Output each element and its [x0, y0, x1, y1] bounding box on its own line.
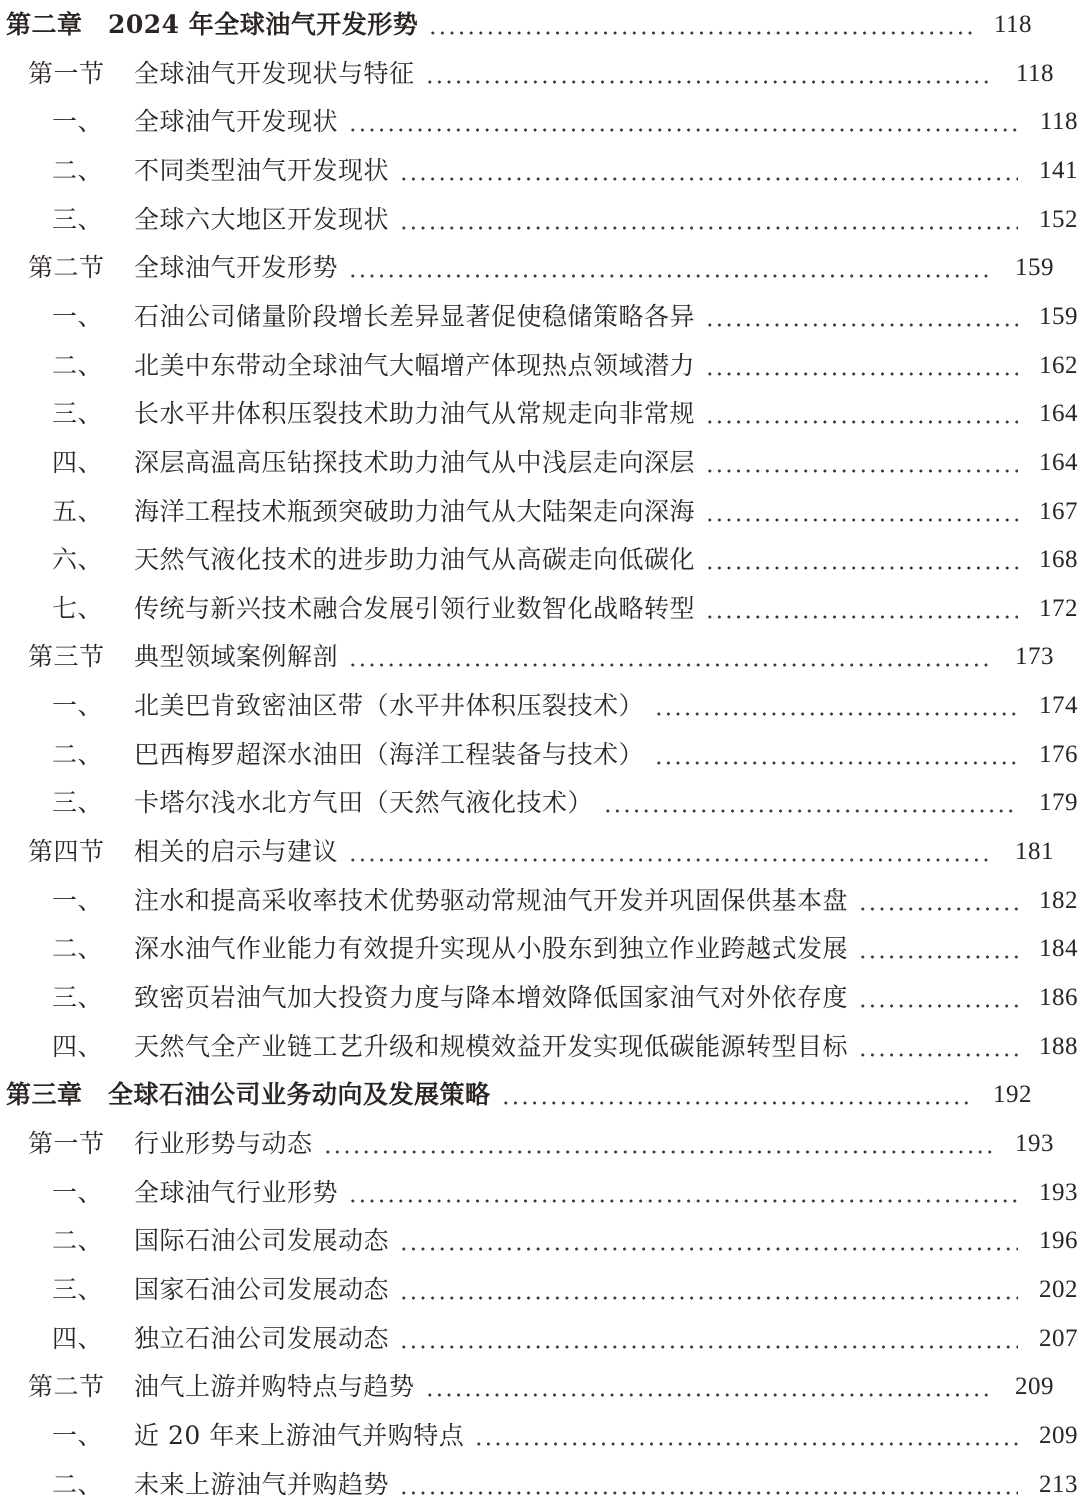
- toc-page-number: 196: [1039, 1227, 1078, 1255]
- toc-entry-number: 六、: [52, 545, 104, 575]
- toc-entry-number: 第二章: [6, 10, 83, 39]
- toc-entry-label: [52, 783, 593, 823]
- toc-entry-title: 2024 年全球油气开发形势: [108, 10, 419, 39]
- toc-entry-number: 第一节: [28, 1129, 105, 1158]
- toc-entry-number: 一、: [52, 301, 104, 331]
- toc-entry-title: 深水油气作业能力有效提升实现从小股东到独立作业跨越式发展: [134, 934, 849, 964]
- toc-entry-title: 石油公司储量阶段增长差异显著促使稳储策略各异: [134, 301, 696, 331]
- dot-leader: [399, 1319, 1018, 1359]
- dot-leader: [705, 589, 1018, 629]
- toc-page-number: 193: [1039, 1178, 1078, 1206]
- toc-entry-number: 四、: [52, 447, 104, 477]
- toc-entry-number: 第二节: [28, 1372, 105, 1402]
- toc-entry-title: 全球石油公司业务动向及发展策略: [108, 1080, 491, 1110]
- dot-leader: [705, 443, 1018, 483]
- toc-entry-label: [28, 637, 338, 677]
- toc-entry-title: 典型领域案例解剖: [134, 642, 339, 672]
- toc-entry-label: [52, 1465, 389, 1505]
- toc-item-row[interactable]: [0, 443, 1080, 483]
- toc-section-row[interactable]: [0, 1124, 1080, 1164]
- toc-entry-title: 深层高温高压钻探技术助力油气从中浅层走向深层: [134, 447, 696, 477]
- toc-item-row[interactable]: [0, 151, 1080, 191]
- toc-item-row[interactable]: [0, 1416, 1080, 1456]
- toc-entry-title: 全球六大地区开发现状: [134, 204, 390, 234]
- toc-page-number: 172: [1039, 594, 1078, 622]
- toc-entry-label: [52, 540, 695, 580]
- dot-leader: [654, 735, 1018, 775]
- dot-leader: [425, 54, 994, 94]
- toc-page-number: 184: [1039, 935, 1078, 963]
- toc-entry-number: 二、: [52, 1469, 104, 1499]
- toc-entry-label: [28, 1367, 415, 1407]
- toc-entry-title: 油气上游并购特点与趋势: [134, 1372, 415, 1402]
- toc-item-row[interactable]: [0, 929, 1080, 969]
- dot-leader: [474, 1416, 1018, 1456]
- toc-entry-title: 海洋工程技术瓶颈突破助力油气从大陆架走向深海: [134, 496, 696, 526]
- toc-entry-title: 全球油气开发现状与特征: [134, 58, 415, 88]
- toc-entry-title: 全球油气开发形势: [134, 253, 339, 283]
- toc-item-row[interactable]: [0, 492, 1080, 532]
- toc-entry-title: 天然气全产业链工艺升级和规模效益开发实现低碳能源转型目标: [134, 1031, 849, 1061]
- toc-entry-title: 长水平井体积压裂技术助力油气从常规走向非常规: [134, 399, 696, 429]
- toc-section-row[interactable]: [0, 832, 1080, 872]
- toc-page-number: 164: [1039, 400, 1078, 428]
- dot-leader: [348, 102, 1018, 142]
- toc-entry-label: [52, 1027, 848, 1067]
- toc-page-number: 193: [1015, 1130, 1054, 1157]
- dot-leader: [705, 346, 1018, 386]
- dot-leader: [705, 540, 1018, 580]
- toc-item-row[interactable]: [0, 1270, 1080, 1310]
- toc-item-row[interactable]: [0, 1221, 1080, 1261]
- dot-leader: [399, 1270, 1018, 1310]
- toc-section-row[interactable]: [0, 637, 1080, 677]
- toc-item-row[interactable]: [0, 589, 1080, 629]
- dot-leader: [425, 1367, 994, 1407]
- dot-leader: [428, 5, 972, 45]
- toc-page-number: 118: [1039, 108, 1078, 136]
- toc-item-row[interactable]: [0, 394, 1080, 434]
- dot-leader: [348, 637, 994, 677]
- toc-page-number: 188: [1039, 1032, 1078, 1060]
- toc-entry-title: 巴西梅罗超深水油田（海洋工程装备与技术）: [134, 739, 645, 769]
- dot-leader: [858, 978, 1018, 1018]
- toc-item-row[interactable]: [0, 297, 1080, 337]
- toc-page-number: 209: [1039, 1421, 1078, 1449]
- toc-page-number: 168: [1039, 546, 1078, 574]
- toc-item-row[interactable]: [0, 1465, 1080, 1505]
- toc-page-number: 167: [1039, 497, 1078, 525]
- toc-item-row[interactable]: [0, 200, 1080, 240]
- toc-item-row[interactable]: [0, 1027, 1080, 1067]
- toc-page-number: 186: [1039, 984, 1078, 1011]
- toc-entry-label: [52, 443, 695, 483]
- toc-entry-number: 第一节: [28, 58, 105, 88]
- toc-entry-number: 第四节: [28, 837, 105, 866]
- dot-leader: [705, 492, 1018, 532]
- dot-leader: [348, 832, 994, 872]
- toc-entry-number: 四、: [52, 1031, 104, 1061]
- toc-entry-number: 三、: [52, 788, 104, 818]
- toc-page-number: 164: [1039, 448, 1078, 476]
- toc-entry-number: 二、: [52, 934, 104, 964]
- dot-leader: [348, 1173, 1018, 1213]
- toc-entry-number: 第三节: [28, 642, 105, 672]
- toc-entry-label: [52, 1270, 389, 1310]
- toc-page-number: 162: [1039, 351, 1078, 379]
- toc-entry-title: 全球油气行业形势: [134, 1177, 339, 1207]
- dot-leader: [858, 929, 1018, 969]
- toc-entry-number: 三、: [52, 983, 104, 1012]
- toc-page-number: 213: [1039, 1470, 1078, 1498]
- toc-item-row[interactable]: [0, 346, 1080, 386]
- toc-page-number: 159: [1039, 302, 1078, 330]
- toc-entry-label: [52, 929, 848, 969]
- dot-leader: [705, 297, 1018, 337]
- toc-item-row[interactable]: [0, 881, 1080, 921]
- toc-page-number: 118: [1015, 59, 1054, 87]
- toc-entry-label: [52, 492, 695, 532]
- toc-entry-number: 四、: [52, 1323, 104, 1353]
- toc-item-row[interactable]: [0, 102, 1080, 142]
- toc-entry-number: 第三章: [6, 1080, 83, 1110]
- toc-entry-label: [28, 1124, 313, 1164]
- toc-entry-label: [52, 1173, 338, 1213]
- toc-section-row[interactable]: [0, 248, 1080, 288]
- toc-entry-label: [52, 151, 389, 191]
- toc-entry-number: 一、: [52, 885, 104, 915]
- toc-entry-title: 全球油气开发现状: [134, 107, 339, 137]
- toc-item-row[interactable]: [0, 1319, 1080, 1359]
- toc-entry-title: 传统与新兴技术融合发展引领行业数智化战略转型: [134, 593, 696, 623]
- toc-entry-number: 二、: [52, 1226, 104, 1256]
- toc-entry-title: 卡塔尔浅水北方气田（天然气液化技术）: [134, 788, 594, 818]
- toc-entry-number: 一、: [52, 691, 104, 721]
- toc-entry-title: 国际石油公司发展动态: [134, 1226, 390, 1256]
- dot-leader: [399, 151, 1018, 191]
- toc-section-row[interactable]: [0, 1367, 1080, 1407]
- toc-entry-label: [28, 832, 338, 872]
- toc-entry-label: [52, 200, 389, 240]
- dot-leader: [399, 1465, 1018, 1505]
- toc-page-number: 209: [1015, 1373, 1054, 1401]
- toc-entry-title: 独立石油公司发展动态: [134, 1323, 390, 1353]
- toc-page-number: 202: [1039, 1275, 1078, 1303]
- toc-entry-label: [52, 735, 644, 775]
- toc-item-row[interactable]: [0, 686, 1080, 726]
- dot-leader: [654, 686, 1018, 726]
- toc-entry-label: [52, 686, 644, 726]
- toc-entry-label: [52, 1221, 389, 1261]
- toc-entry-label: [52, 881, 848, 921]
- toc-page-number: 182: [1039, 886, 1078, 914]
- toc-entry-title: 天然气液化技术的进步助力油气从高碳走向低碳化: [134, 545, 696, 575]
- toc-entry-title: 北美巴肯致密油区带（水平井体积压裂技术）: [134, 691, 645, 721]
- toc-entry-title: 相关的启示与建议: [134, 837, 339, 866]
- toc-page-number: 192: [993, 1081, 1032, 1109]
- dot-leader: [705, 394, 1018, 434]
- toc-entry-number: 三、: [52, 1274, 104, 1304]
- toc-entry-label: [52, 297, 695, 337]
- toc-item-row[interactable]: [0, 735, 1080, 775]
- toc-page-number: 176: [1039, 740, 1078, 768]
- toc-page-number: 179: [1039, 789, 1078, 817]
- toc-page-number: 141: [1039, 156, 1078, 184]
- toc-entry-label: [52, 102, 338, 142]
- toc-page-number: 207: [1039, 1324, 1078, 1352]
- toc-entry-label: [52, 589, 695, 629]
- toc-item-row[interactable]: [0, 783, 1080, 823]
- toc-page-number: 174: [1039, 692, 1078, 720]
- toc-entry-label: [6, 5, 418, 45]
- dot-leader: [858, 881, 1018, 921]
- toc-page-number: 118: [993, 11, 1032, 38]
- toc-page-number: 159: [1015, 254, 1054, 282]
- toc-entry-label: [52, 978, 848, 1018]
- toc-entry-number: 第二节: [28, 253, 105, 283]
- dot-leader: [399, 1221, 1018, 1261]
- toc-entry-title: 致密页岩油气加大投资力度与降本增效降低国家油气对外依存度: [134, 983, 849, 1012]
- toc-entry-title: 不同类型油气开发现状: [134, 155, 390, 185]
- toc-entry-number: 二、: [52, 350, 104, 380]
- toc-section-row[interactable]: [0, 54, 1080, 94]
- toc-entry-number: 七、: [52, 593, 104, 623]
- toc-entry-label: [52, 1416, 464, 1456]
- toc-page-number: 152: [1039, 205, 1078, 233]
- toc-entry-label: [28, 54, 415, 94]
- toc-entry-title: 国家石油公司发展动态: [134, 1274, 390, 1304]
- toc-entry-number: 三、: [52, 399, 104, 429]
- toc-entry-number: 一、: [52, 1177, 104, 1207]
- toc-entry-number: 五、: [52, 496, 104, 526]
- toc-item-row[interactable]: [0, 978, 1080, 1018]
- dot-leader: [603, 783, 1018, 823]
- toc-entry-number: 三、: [52, 204, 104, 234]
- toc-chapter-row[interactable]: [0, 5, 1080, 45]
- toc-page-number: 181: [1015, 838, 1054, 865]
- toc-entry-label: [52, 394, 695, 434]
- dot-leader: [858, 1027, 1018, 1067]
- toc-entry-number: 一、: [52, 1420, 104, 1450]
- dot-leader: [399, 200, 1018, 240]
- toc-entry-title: 北美中东带动全球油气大幅增产体现热点领域潜力: [134, 350, 696, 380]
- dot-leader: [501, 1075, 972, 1115]
- toc-item-row[interactable]: [0, 540, 1080, 580]
- toc-entry-number: 二、: [52, 155, 104, 185]
- toc-entry-title: 未来上游油气并购趋势: [134, 1469, 390, 1499]
- toc-entry-label: [6, 1075, 491, 1115]
- dot-leader: [348, 248, 994, 288]
- toc-entry-title: 行业形势与动态: [134, 1129, 313, 1158]
- toc-chapter-row[interactable]: [0, 1075, 1080, 1115]
- toc-entry-label: [52, 346, 695, 386]
- toc-entry-title: 注水和提高采收率技术优势驱动常规油气开发并巩固保供基本盘: [134, 885, 849, 915]
- toc-item-row[interactable]: [0, 1173, 1080, 1213]
- dot-leader: [323, 1124, 994, 1164]
- toc-entry-label: [52, 1319, 389, 1359]
- toc-entry-number: 二、: [52, 739, 104, 769]
- toc-entry-label: [28, 248, 338, 288]
- toc-entry-number: 一、: [52, 107, 104, 137]
- toc-entry-title: 近 20 年来上游油气并购特点: [134, 1420, 465, 1450]
- toc-page-number: 173: [1015, 643, 1054, 671]
